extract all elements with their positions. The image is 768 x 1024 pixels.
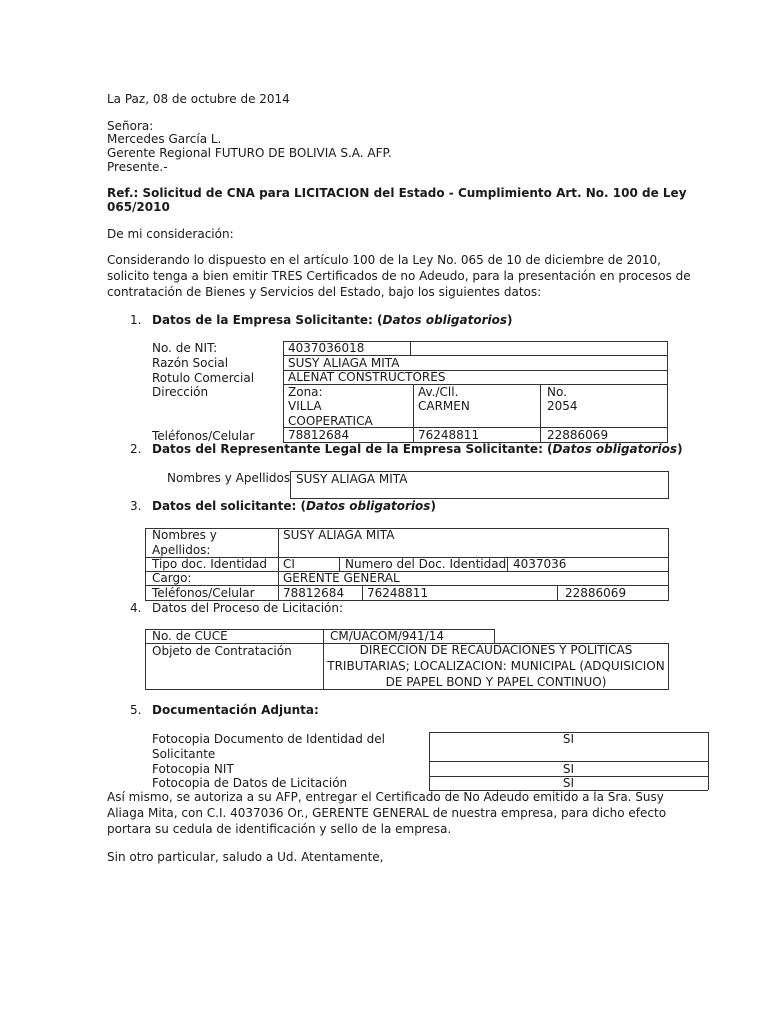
doc-item-3-label: Fotocopia de Datos de Licitación [152,776,348,790]
representante-nombres-value: SUSY ALIAGA MITA [296,472,408,486]
intro-line-2: solicito tenga a bien emitir TRES Certificados de no Adeudo, para la presentación en procesos de [107,269,691,283]
section-1-title: Datos de la Empresa Solicitante: (Datos obligatorios) [152,313,513,327]
date-line: La Paz, 08 de octubre de 2014 [107,92,290,106]
section-1-number: 1. [130,313,142,327]
objeto-value-line-3: DE PAPEL BOND Y PAPEL CONTINUO) [385,675,607,689]
closing-line-3: portara su cedula de identificación y sello de la empresa. [107,822,452,836]
num-doc-value: 4037036 [513,557,567,571]
razon-social-label: Razón Social [152,356,229,370]
closing-line-2: Aliaga Mita, con C.I. 4037036 Or., GERENTE GENERAL de nuestra empresa, para dicho efecto [107,806,667,820]
num-doc-label: Numero del Doc. Identidad [345,557,507,571]
representante-nombres-box [290,471,669,499]
representante-nombres-label: Nombres y Apellidos [167,471,291,485]
doc-item-1-value: SI [562,732,575,746]
numero-value: 2054 [547,399,578,413]
zona-value-2: COOPERATICA [288,414,373,428]
razon-social-value: SUSY ALIAGA MITA [288,356,400,370]
objeto-value-line-2: TRIBUTARIAS; LOCALIZACION: MUNICIPAL (ADQUISICION [327,659,665,673]
telefono-value-1: 78812684 [288,428,350,442]
direccion-label: Dirección [152,385,209,399]
rotulo-label: Rotulo Comercial [152,371,255,385]
cuce-value: CM/UACOM/941/14 [330,629,444,643]
solicitante-nombres-label-2: Apellidos: [152,543,211,557]
reference-line-1: Ref.: Solicitud de CNA para LICITACION del Estado - Cumplimiento Art. No. 100 de Ley [107,186,687,200]
intro-line-3: contratación de Bienes y Servicios del Estado, bajo los siguientes datos: [107,285,542,299]
solicitante-nombres-label-1: Nombres y [152,528,217,542]
doc-item-1-label-2: Solicitante [152,747,216,761]
solicitante-telefono-1: 78812684 [283,586,345,600]
solicitante-telefonos-label: Teléfonos/Celular [152,586,255,600]
cuce-label: No. de CUCE [152,629,228,643]
zona-label: Zona: [288,385,323,399]
solicitante-telefono-2: 76248811 [367,586,429,600]
tipo-doc-label: Tipo doc. Identidad [152,557,268,571]
section-4-title: Datos del Proceso de Licitación: [152,601,344,615]
closing-line-1: Así mismo, se autoriza a su AFP, entregar el Certificado de No Adeudo emitido a la Sra. Susy [107,790,664,804]
solicitante-telefono-3: 22886069 [565,586,627,600]
solicitante-nombres-value: SUSY ALIAGA MITA [283,528,395,542]
doc-item-1-label-1: Fotocopia Documento de Identidad del [152,732,385,746]
recipient-title: Gerente Regional FUTURO DE BOLIVIA S.A. AFP. [107,146,392,160]
calle-value: CARMEN [418,399,470,413]
objeto-label: Objeto de Contratación [152,644,292,658]
presente: Presente.- [107,160,168,174]
section-5-number: 5. [130,703,142,717]
section-2-title: Datos del Representante Legal de la Empresa Solicitante: (Datos obligatorios) [152,442,683,456]
nit-value: 4037036018 [288,341,365,355]
numero-label: No. [547,385,567,399]
intro-line-1: Considerando lo dispuesto en el artículo 100 de la Ley No. 065 de 10 de diciembre de 2010, [107,253,661,267]
telefonos-label: Teléfonos/Celular [152,429,255,443]
section-4-number: 4. [130,601,142,615]
section-3-number: 3. [130,499,142,513]
cargo-value: GERENTE GENERAL [283,571,400,585]
reference-line-2: 065/2010 [107,200,170,214]
section-3-title: Datos del solicitante: (Datos obligatorios) [152,499,436,513]
greeting: De mi consideración: [107,227,234,241]
doc-item-2-label: Fotocopia NIT [152,762,234,776]
doc-item-3-value: SI [562,776,575,790]
salutation: Señora: [107,119,154,133]
calle-label: Av./Cll. [418,385,459,399]
telefono-value-2: 76248811 [418,428,480,442]
tipo-doc-value: CI [283,557,295,571]
zona-value-1: VILLA [288,399,322,413]
section-5-title: Documentación Adjunta: [152,703,319,717]
objeto-value-line-1: DIRECCION DE RECAUDACIONES Y POLITICAS [359,643,633,657]
doc-item-2-value: SI [562,762,575,776]
section-2-number: 2. [130,442,142,456]
signoff: Sin otro particular, saludo a Ud. Atentamente, [107,850,384,864]
nit-label: No. de NIT: [152,341,218,355]
cargo-label: Cargo: [152,571,192,585]
telefono-value-3: 22886069 [547,428,609,442]
recipient-name: Mercedes García L. [107,132,222,146]
rotulo-value: ALENAT CONSTRUCTORES [288,370,446,384]
